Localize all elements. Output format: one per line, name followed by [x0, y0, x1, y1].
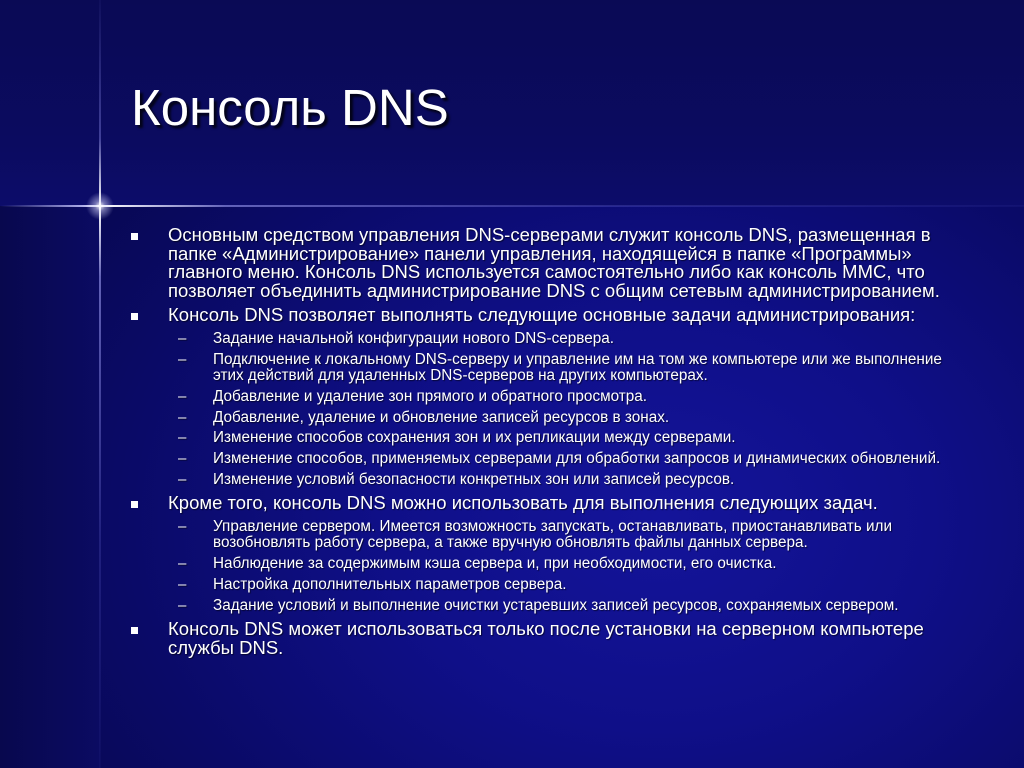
sub-bullet-item [131, 598, 971, 615]
dash-bullet-icon: – [178, 329, 187, 347]
decorative-horizontal-glow-line [0, 205, 1024, 207]
bullet-item [131, 494, 971, 513]
sub-bullet-item [131, 577, 971, 594]
sub-bullet-item [131, 451, 971, 468]
sub-bullet-text: Управление сервером. Имеется возможность запускать, останавливать, приостанавливать или возобновлять работу сервера, а также вручную обновлять файлы данных сервера. [213, 517, 892, 552]
sub-bullet-text: Добавление и удаление зон прямого и обратного просмотра. [213, 387, 648, 405]
bullet-text: Основным средством управления DNS-серверами служит консоль DNS, размещенная в папке «Администрирование» панели управления, находящейся в папке «Программы» главного меню. Консоль DNS используется самостоятельно либо как консоль ММС, что позволяет объединить администрирование DNS с общим сетевым администрированием. [168, 224, 940, 301]
bullet-item [131, 306, 971, 325]
dash-bullet-icon: – [178, 429, 187, 447]
sub-bullet-text: Задание условий и выполнение очистки устаревших записей ресурсов, сохраняемых сервером. [213, 596, 899, 614]
dash-bullet-icon: – [178, 408, 187, 426]
bullet-item [131, 620, 971, 657]
sub-bullet-item [131, 331, 971, 348]
square-bullet-icon [131, 501, 138, 508]
slide-title: Консоль DNS [131, 79, 449, 136]
bullet-list [131, 226, 971, 663]
bullet-text: Кроме того, консоль DNS можно использовать для выполнения следующих задач. [168, 492, 878, 514]
sub-bullet-item [131, 410, 971, 427]
sub-bullet-item [131, 389, 971, 406]
sparkle-icon [86, 192, 114, 220]
dash-bullet-icon: – [178, 517, 187, 535]
sub-bullet-text: Изменение условий безопасности конкретных зон или записей ресурсов. [213, 470, 735, 488]
sub-bullet-text: Изменение способов сохранения зон и их репликации между серверами. [213, 429, 736, 447]
sub-bullet-text: Изменение способов, применяемых серверами для обработки запросов и динамических обновлений. [213, 450, 941, 467]
sub-bullet-list [131, 519, 971, 614]
dash-bullet-icon: – [178, 350, 187, 368]
dash-bullet-icon: – [178, 596, 187, 614]
background-left-band [0, 206, 100, 768]
sub-bullet-text: Добавление, удаление и обновление записей ресурсов в зонах. [213, 408, 670, 426]
sub-bullet-text: Настройка дополнительных параметров сервера. [213, 575, 567, 593]
dash-bullet-icon: – [178, 555, 187, 573]
sub-bullet-item [131, 430, 971, 447]
square-bullet-icon [131, 627, 138, 634]
square-bullet-icon [131, 233, 138, 240]
bullet-item [131, 226, 971, 300]
sub-bullet-text: Задание начальной конфигурации нового DNS-сервера. [213, 329, 614, 347]
sub-bullet-item [131, 352, 971, 385]
sub-bullet-text: Наблюдение за содержимым кэша сервера и, при необходимости, его очистка. [213, 555, 777, 573]
square-bullet-icon [131, 313, 138, 320]
dash-bullet-icon: – [178, 470, 187, 488]
dash-bullet-icon: – [178, 450, 187, 467]
dash-bullet-icon: – [178, 575, 187, 593]
decorative-vertical-glow-line [99, 0, 101, 768]
bullet-text: Консоль DNS может использоваться только после установки на серверном компьютере службы DNS. [168, 618, 924, 658]
bullet-text: Консоль DNS позволяет выполнять следующие основные задачи администрирования: [168, 304, 916, 326]
sub-bullet-text: Подключение к локальному DNS-серверу и управление им на том же компьютере или же выполнение этих действий для удаленных DNS-серверов на других компьютерах. [213, 350, 942, 385]
dash-bullet-icon: – [178, 387, 187, 405]
sub-bullet-list [131, 331, 971, 488]
sub-bullet-item [131, 519, 971, 552]
sub-bullet-item [131, 556, 971, 573]
sub-bullet-item [131, 472, 971, 489]
